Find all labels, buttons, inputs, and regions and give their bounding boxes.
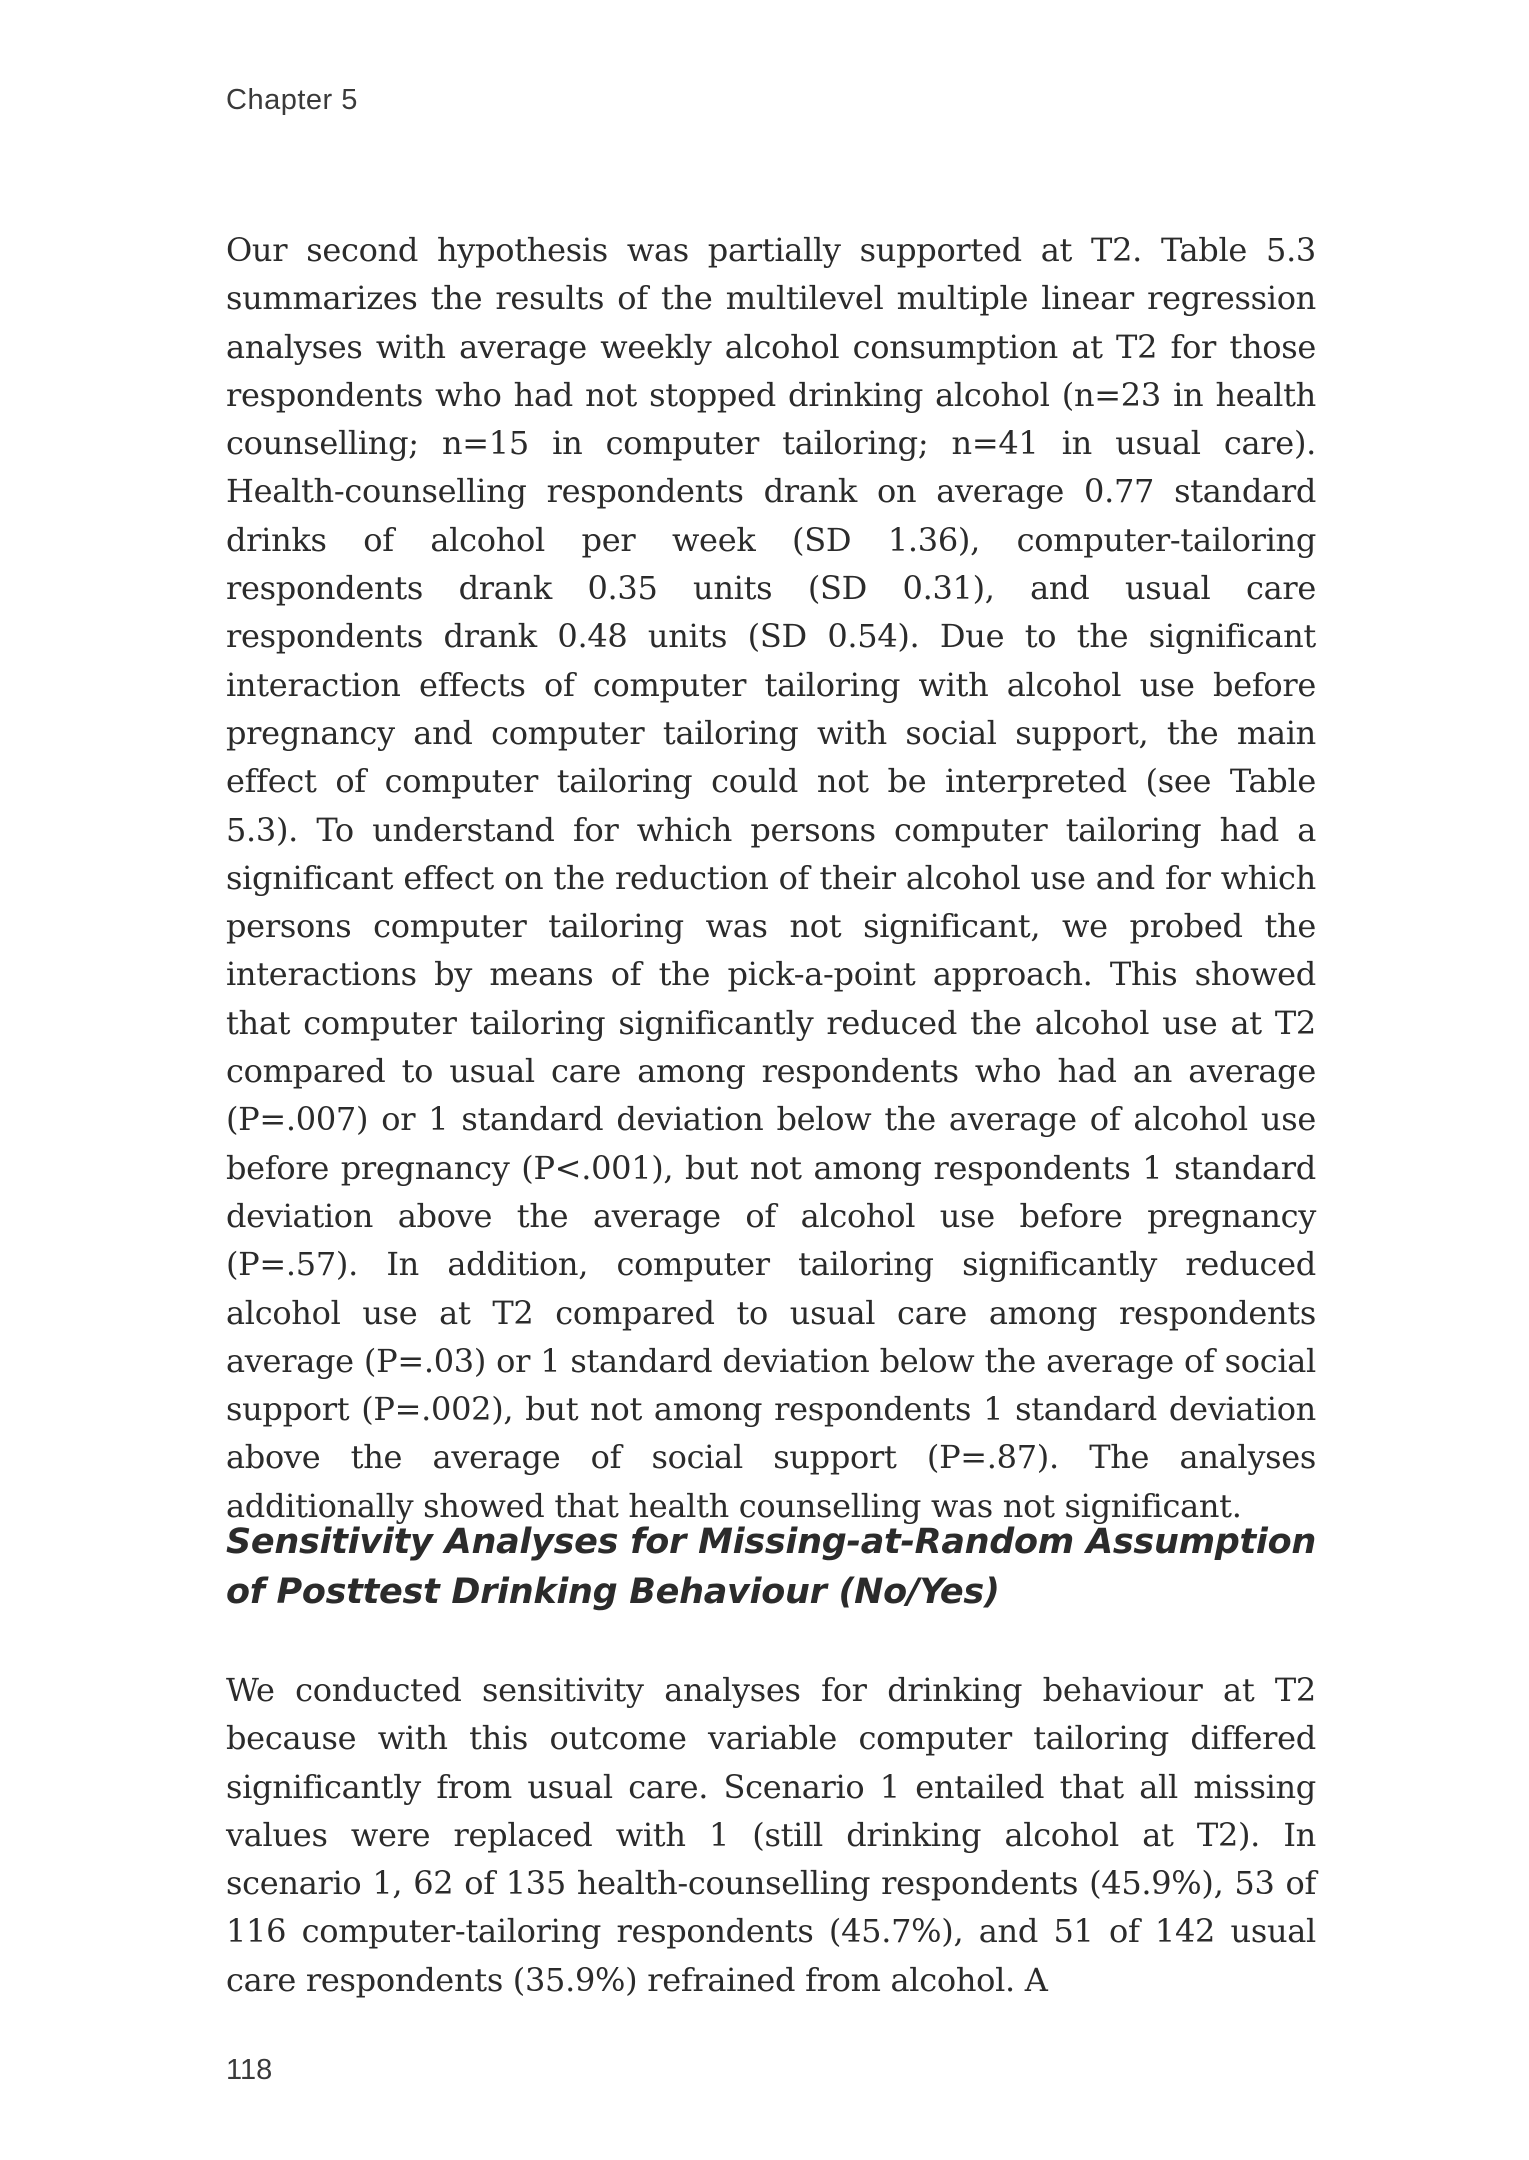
running-head: Chapter 5 <box>226 84 358 116</box>
body-paragraph: We conducted sensitivity analyses for drinking behaviour at T2 because with this outcome variable computer tailoring differed significantly from usual care. Scenario 1 entailed that all missing values were replaced with 1 (still drinking alcohol at T2). In scenario 1, 62 of 135 health-counselling respondents (45.9%), 53 of 116 computer-tailoring respondents (45.7%), and 51 of 142 usual care respondents (35.9%) refrained from alcohol. A <box>226 1671 1316 1999</box>
page-number: 118 <box>226 2054 273 2086</box>
section-heading: Sensitivity Analyses for Missing-at-Random Assumption of Posttest Drinking Behaviour (No/Yes) <box>226 1522 1316 1612</box>
body-paragraph: Our second hypothesis was partially supported at T2. Table 5.3 summarizes the results of the multilevel multiple linear regression analyses with average weekly alcohol consumption at T2 for those respondents who had not stopped drinking alcohol (n=23 in health counselling; n=15 in computer tailoring; n=41 in usual care). Health-counselling respondents drank on average 0.77 standard drinks of alcohol per week (SD 1.36), computer-tailoring respondents drank 0.35 units (SD 0.31), and usual care respondents drank 0.48 units (SD 0.54). Due to the significant interaction effects of computer tailoring with alcohol use before pregnancy and computer tailoring with social support, the main effect of computer tailoring could not be interpreted (see Table 5.3). To understand for which persons computer tailoring had a significant effect on the reduction of their alcohol use and for which persons computer tailoring was not significant, we probed the interactions by means of the pick-a-point approach. This showed that computer tailoring significantly reduced the alcohol use at T2 compared to usual care among respondents who had an average (P=.007) or 1 standard deviation below the average of alcohol use before pregnancy (P<.001), but not among respondents 1 standard deviation above the average of alcohol use before pregnancy (P=.57). In addition, computer tailoring significantly reduced alcohol use at T2 compared to usual care among respondents average (P=.03) or 1 standard deviation below the average of social support (P=.002), but not among respondents 1 standard deviation above the average of social support (P=.87). The analyses additionally showed that health counselling was not significant. <box>226 231 1316 1525</box>
